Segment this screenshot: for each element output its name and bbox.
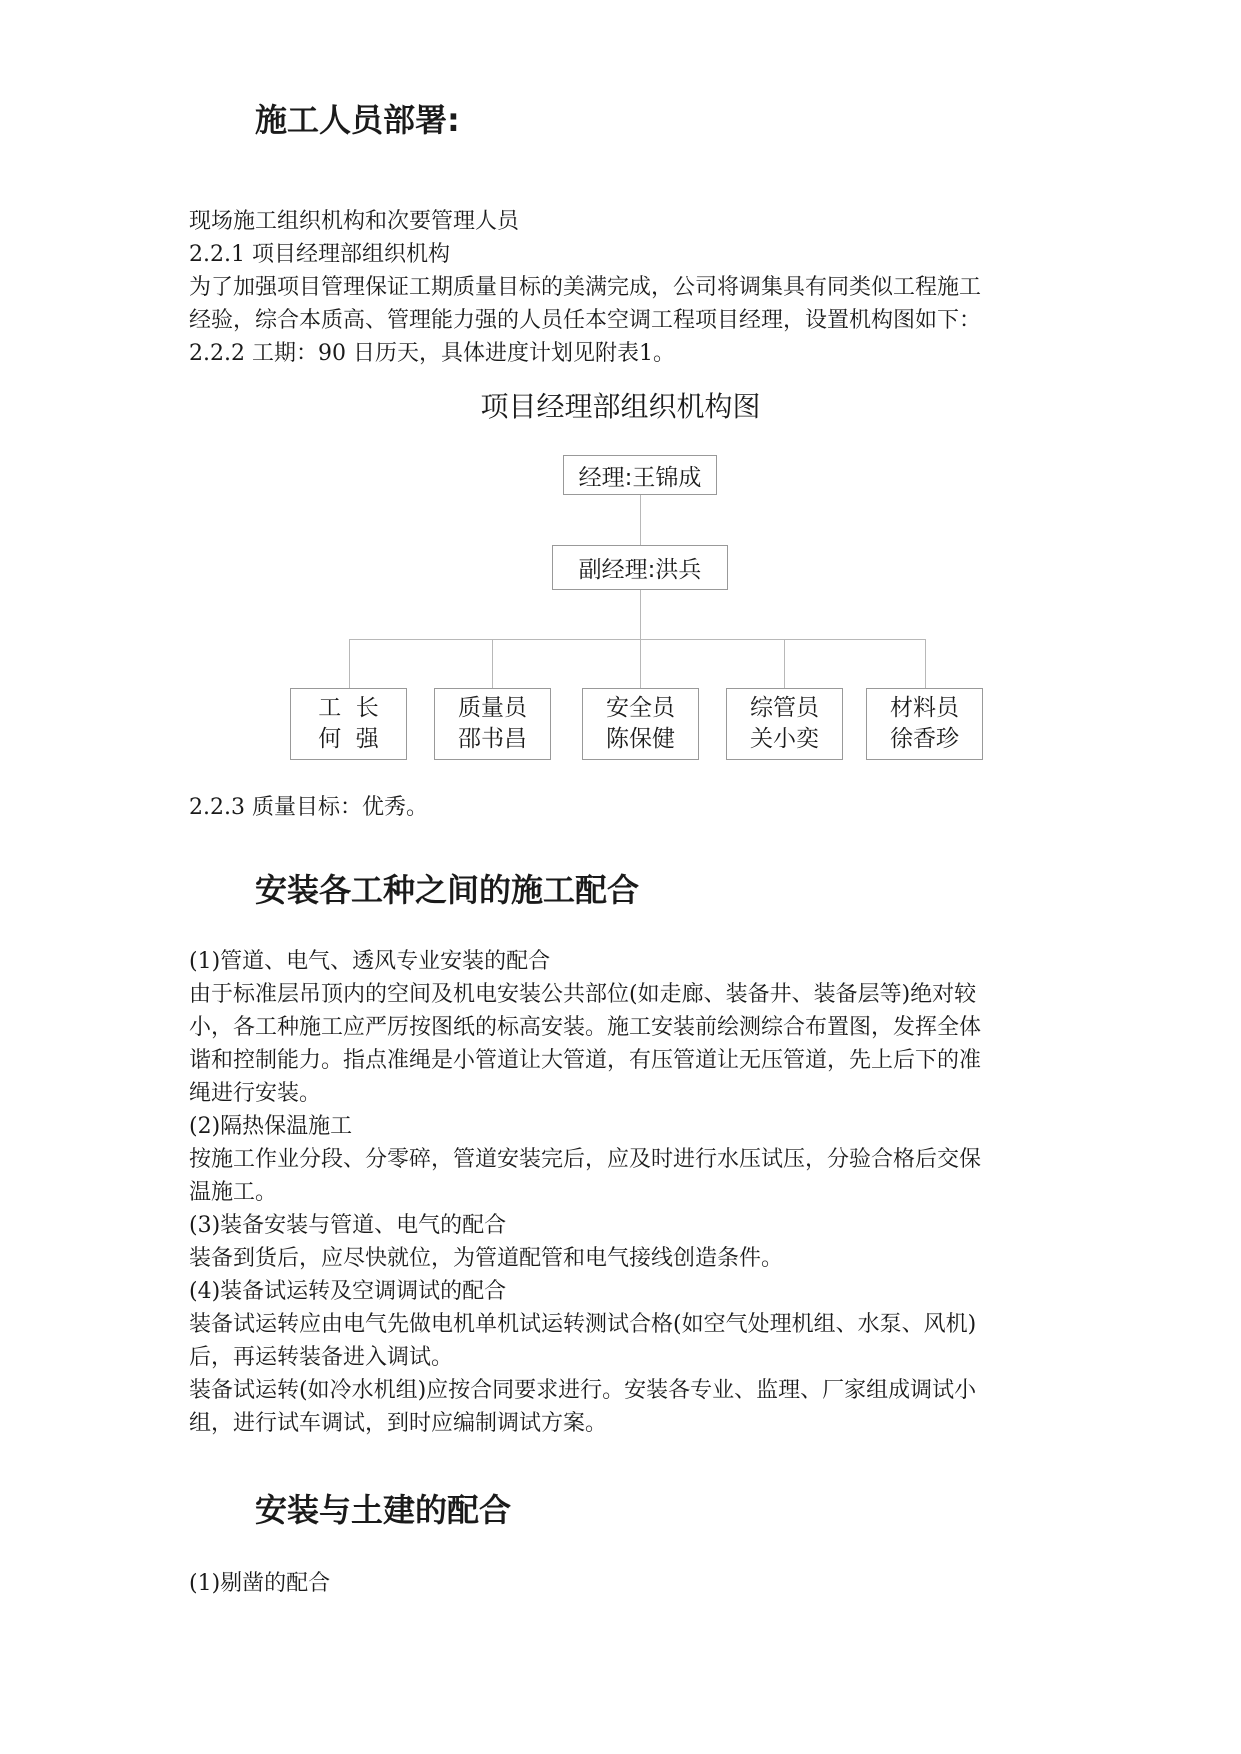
staff-name: 何 强: [318, 726, 379, 752]
org-node-safety-officer: [582, 688, 699, 760]
section2-line-14: 装备试运转(如冷水机组)应按合同要求进行。安装各专业、监理、厂家组成调试小: [189, 1378, 977, 1403]
section2-line-13: 后，再运转装备进入调试。: [189, 1345, 454, 1370]
section2-line-2: 由于标准层吊顶内的空间及机电安装公共部位(如走廊、装备井、装备层等)绝对较: [189, 982, 977, 1007]
org-node-materials-clerk: [866, 688, 983, 760]
connector-horizontal-bus: [349, 639, 925, 640]
staff-name: 邵书昌: [458, 726, 527, 752]
org-chart-title: 项目经理部组织机构图: [480, 390, 761, 423]
section2-line-6: (2)隔热保温施工: [189, 1114, 353, 1139]
staff-role: 材料员: [890, 695, 959, 721]
section2-line-3: 小，各工种施工应严厉按图纸的标高安装。施工安装前绘测综合布置图，发挥全体: [189, 1015, 982, 1040]
section3-line-1: (1)剔凿的配合: [189, 1571, 331, 1596]
section2-line-10: 装备到货后，应尽快就位，为管道配管和电气接线创造条件。: [189, 1246, 784, 1271]
connector-manager-deputy: [640, 495, 641, 545]
staff-role: 安全员: [606, 695, 675, 721]
section-heading-trade-coordination: 安装各工种之间的施工配合: [255, 871, 640, 909]
staff-role: 综管员: [750, 695, 819, 721]
org-node-general-manager-staff: [726, 688, 843, 760]
org-node-manager: 经理:王锦成: [563, 455, 717, 495]
section2-line-1: (1)管道、电气、透风专业安装的配合: [189, 949, 551, 974]
staff-name: 徐香珍: [890, 726, 959, 752]
connector-drop-5: [925, 639, 926, 688]
section-heading-staff-deployment: 施工人员部署:: [255, 101, 460, 139]
section2-line-4: 谐和控制能力。指点准绳是小管道让大管道，有压管道让无压管道，先上后下的准: [189, 1048, 982, 1073]
staff-role: 质量员: [458, 695, 527, 721]
org-node-quality-inspector: [434, 688, 551, 760]
section2-line-12: 装备试运转应由电气先做电机单机试运转测试合格(如空气处理机组、水泵、风机): [189, 1312, 977, 1337]
quality-goal: 2.2.3 质量目标：优秀。: [189, 795, 428, 820]
section2-line-9: (3)装备安装与管道、电气的配合: [189, 1213, 507, 1238]
staff-name: 关小奕: [750, 726, 819, 752]
staff-role: 工 长: [318, 695, 379, 721]
intro-line-1: 现场施工组织机构和次要管理人员: [189, 209, 520, 234]
connector-drop-2: [492, 639, 493, 688]
section2-line-15: 组，进行试车调试，到时应编制调试方案。: [189, 1411, 608, 1436]
connector-deputy-bus: [640, 590, 641, 640]
intro-line-5: 2.2.2 工期：90 日历天，具体进度计划见附表1。: [189, 341, 675, 366]
intro-line-3: 为了加强项目管理保证工期质量目标的美满完成，公司将调集具有同类似工程施工: [189, 275, 982, 300]
connector-drop-1: [349, 639, 350, 688]
staff-name: 陈保健: [606, 726, 675, 752]
org-node-foreman: [290, 688, 407, 760]
intro-line-2: 2.2.1 项目经理部组织机构: [189, 242, 450, 267]
section2-line-7: 按施工作业分段、分零碎，管道安装完后，应及时进行水压试压，分验合格后交保: [189, 1147, 982, 1172]
section2-line-8: 温施工。: [189, 1180, 278, 1205]
connector-drop-4: [784, 639, 785, 688]
intro-line-4: 经验，综合本质高、管理能力强的人员任本空调工程项目经理，设置机构图如下：: [189, 308, 982, 333]
section-heading-civil-coordination: 安装与土建的配合: [255, 1491, 512, 1529]
section2-line-11: (4)装备试运转及空调调试的配合: [189, 1279, 507, 1304]
section2-line-5: 绳进行安装。: [189, 1081, 322, 1106]
org-node-deputy-manager: 副经理:洪兵: [552, 545, 728, 590]
connector-drop-3: [640, 639, 641, 688]
